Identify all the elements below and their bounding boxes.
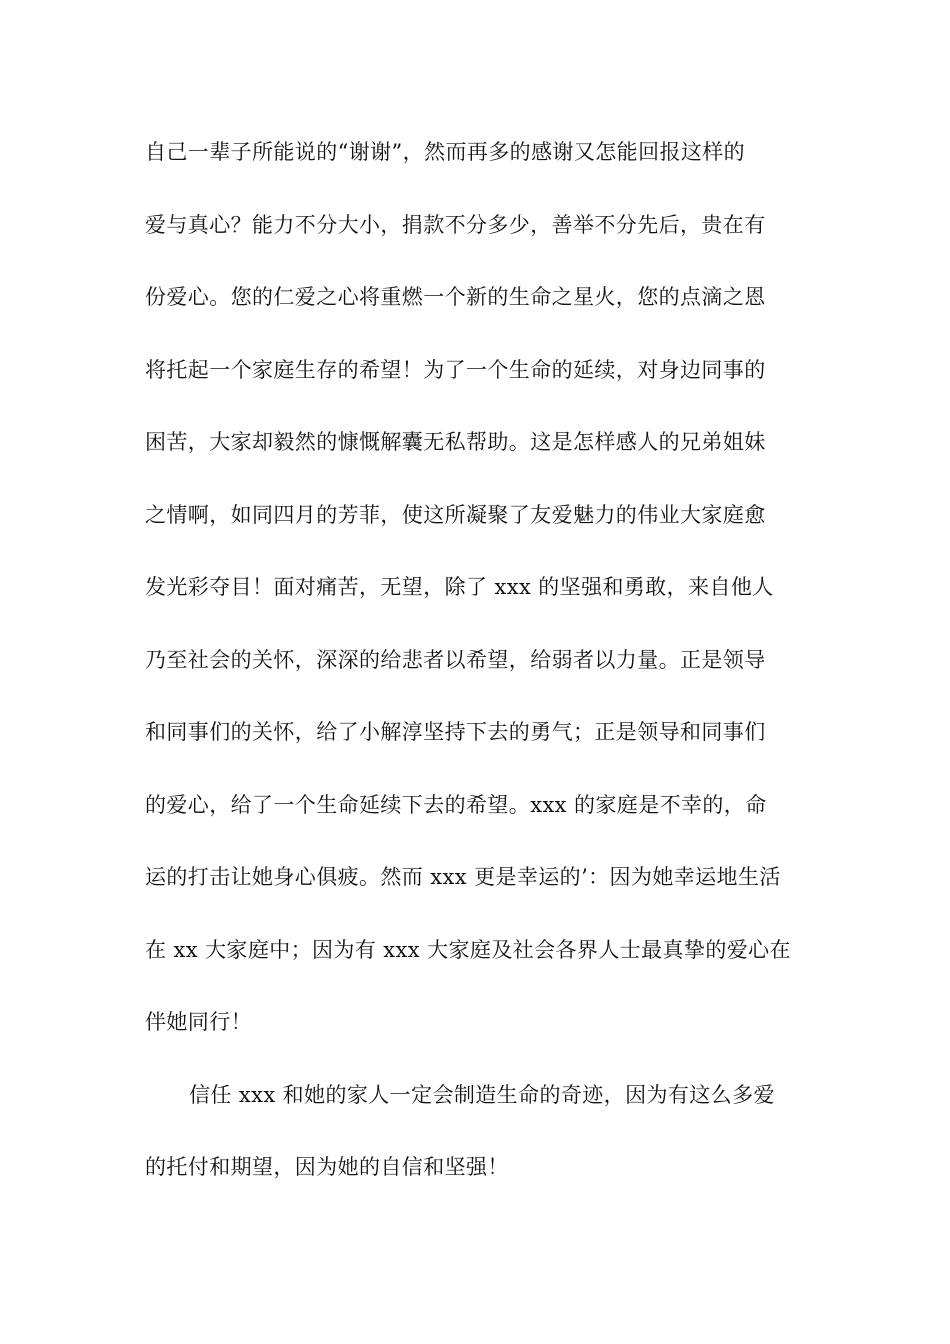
text-line: 乃至社会的关怀，深深的给悲者以希望，给弱者以力量。正是领导 bbox=[145, 647, 766, 672]
text-line: 和同事们的关怀，给了小解淳坚持下去的勇气；正是领导和同事们 bbox=[145, 720, 766, 744]
text-line: 运的打击让她身心俱疲。然而 xxx 更是幸运的’：因为她幸运地生活 bbox=[145, 865, 781, 889]
text-line: 之情啊，如同四月的芳菲，使这所凝聚了友爱魅力的伟业大家庭愈 bbox=[145, 502, 766, 527]
text-line: 的爱心，给了一个生命延续下去的希望。xxx 的家庭是不幸的，命 bbox=[145, 792, 767, 817]
text-line: 在 xx 大家庭中；因为有 xxx 大家庭及社会各界人士最真挚的爱心在 bbox=[145, 937, 791, 962]
text-line: 份爱心。您的仁爱之心将重燃一个新的生命之星火，您的点滴之恩 bbox=[145, 285, 766, 309]
text-line: 爱与真心？能力不分大小，捐款不分多少，善举不分先后，贵在有 bbox=[145, 212, 766, 237]
text-line: 困苦，大家却毅然的慷慨解囊无私帮助。这是怎样感人的兄弟姐妹 bbox=[145, 430, 766, 454]
text-line: 将托起一个家庭生存的希望！为了一个生命的延续，对身边同事的 bbox=[145, 357, 766, 382]
text-line: 信任 xxx 和她的家人一定会制造生命的奇迹，因为有这么多爱 bbox=[189, 1082, 775, 1107]
paragraph-2 bbox=[145, 1073, 825, 1218]
text-line: 自己一辈子所能说的“谢谢”，然而再多的感谢又怎能回报这样的 bbox=[145, 140, 746, 164]
text-line: 的托付和期望，因为她的自信和坚强！ bbox=[145, 1155, 509, 1179]
document-body bbox=[145, 130, 825, 1218]
text-line: 发光彩夺目！面对痛苦，无望，除了 xxx 的坚强和勇敢，来自他人 bbox=[145, 575, 774, 599]
paragraph-1 bbox=[145, 130, 825, 1073]
text-line: 伴她同行！ bbox=[145, 1010, 252, 1034]
